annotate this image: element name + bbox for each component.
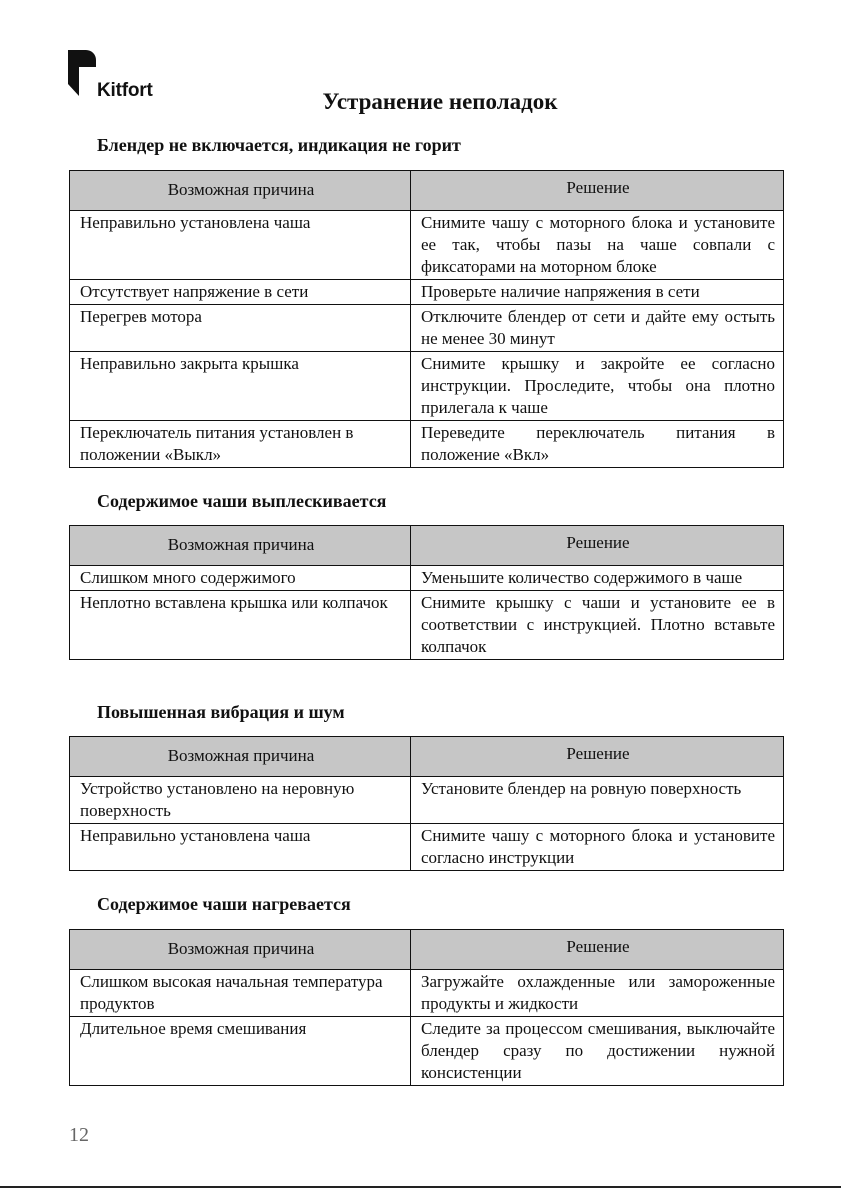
table-row <box>70 824 784 871</box>
page-number: 12 <box>69 1124 89 1146</box>
table-header-row <box>70 526 784 566</box>
section-title: Содержимое чаши нагревается <box>97 894 351 914</box>
table-row <box>70 352 784 421</box>
header-solution: Решение <box>411 930 784 970</box>
header-cause: Возможная причина <box>70 930 411 970</box>
section-title: Блендер не включается, индикация не горит <box>97 135 461 155</box>
table-row <box>70 1017 784 1086</box>
header-solution: Решение <box>411 526 784 566</box>
cause-cell: Неправильно установлена чаша <box>70 211 411 280</box>
solution-cell: Снимите чашу с моторного блока и установите согласно инструкции <box>411 824 784 871</box>
table-row <box>70 211 784 280</box>
cause-cell: Неправильно закрыта крышка <box>70 352 411 421</box>
table-row <box>70 777 784 824</box>
table-header-row <box>70 930 784 970</box>
solution-cell: Загружайте охлажденные или замороженные продукты и жидкости <box>411 970 784 1017</box>
cause-cell: Отсутствует напряжение в сети <box>70 280 411 305</box>
section-title: Повышенная вибрация и шум <box>97 702 345 722</box>
logo-text: Kitfort <box>97 80 153 101</box>
header-cause: Возможная причина <box>70 737 411 777</box>
table-header-row <box>70 737 784 777</box>
table-row <box>70 970 784 1017</box>
table-header-row <box>70 171 784 211</box>
page-title: Устранение неполадок <box>322 89 558 114</box>
cause-cell: Слишком много содержимого <box>70 566 411 591</box>
cause-cell: Перегрев мотора <box>70 305 411 352</box>
troubleshooting-table <box>69 929 784 1086</box>
solution-cell: Уменьшите количество содержимого в чаше <box>411 566 784 591</box>
troubleshooting-table <box>69 170 784 468</box>
cause-cell: Устройство установлено на неровную поверхность <box>70 777 411 824</box>
troubleshooting-table <box>69 525 784 660</box>
cause-cell: Слишком высокая начальная температура продуктов <box>70 970 411 1017</box>
solution-cell: Снимите чашу с моторного блока и установите ее так, чтобы пазы на чаше совпали с фиксаторами на моторном блоке <box>411 211 784 280</box>
cause-cell: Переключатель питания установлен в положении «Выкл» <box>70 421 411 468</box>
solution-cell: Следите за процессом смешивания, выключайте блендер сразу по достижении нужной консистенции <box>411 1017 784 1086</box>
header-solution: Решение <box>411 171 784 211</box>
table-row <box>70 280 784 305</box>
solution-cell: Установите блендер на ровную поверхность <box>411 777 784 824</box>
solution-cell: Снимите крышку с чаши и установите ее в соответствии с инструкцией. Плотно вставьте колпачок <box>411 591 784 660</box>
table-row <box>70 566 784 591</box>
cause-cell: Длительное время смешивания <box>70 1017 411 1086</box>
solution-cell: Проверьте наличие напряжения в сети <box>411 280 784 305</box>
solution-cell: Отключите блендер от сети и дайте ему остыть не менее 30 минут <box>411 305 784 352</box>
troubleshooting-table <box>69 736 784 871</box>
section-title: Содержимое чаши выплескивается <box>97 491 387 511</box>
header-cause: Возможная причина <box>70 526 411 566</box>
table-row <box>70 421 784 468</box>
solution-cell: Переведите переключатель питания в положение «Вкл» <box>411 421 784 468</box>
header-cause: Возможная причина <box>70 171 411 211</box>
table-row <box>70 305 784 352</box>
cause-cell: Неправильно установлена чаша <box>70 824 411 871</box>
solution-cell: Снимите крышку и закройте ее согласно инструкции. Проследите, чтобы она плотно прилегала к чаше <box>411 352 784 421</box>
table-row <box>70 591 784 660</box>
cause-cell: Неплотно вставлена крышка или колпачок <box>70 591 411 660</box>
header-solution: Решение <box>411 737 784 777</box>
